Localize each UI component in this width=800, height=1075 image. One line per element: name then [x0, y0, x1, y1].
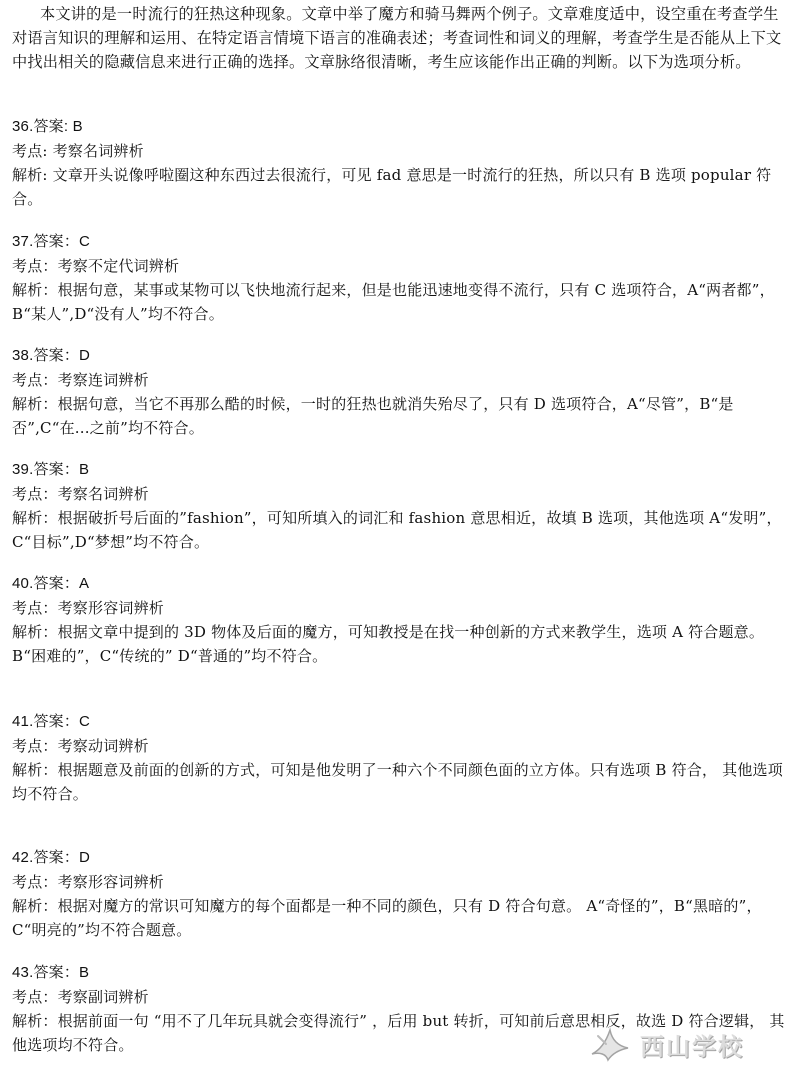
keypoint: 考点：考察动词辨析 — [12, 737, 149, 755]
question-42 — [12, 846, 787, 942]
explanation: 解析：根据句意，某事或某物可以飞快地流行起来，但是也能迅速地变得不流行，只有 C 选项符合，A“两者都”，B“某人”,D“没有人”均不符合。 — [12, 281, 775, 323]
answer-title: 41.答案：C — [12, 713, 91, 730]
keypoint: 考点: 考察名词辨析 — [12, 142, 144, 160]
explanation: 解析：根据前面一句 “用不了几年玩具就会变得流行” ，后用 but 转折，可知前后意思相反，故选 D 符合逻辑， 其他选项均不符合。 — [12, 1012, 785, 1054]
answer-title: 38.答案：D — [12, 347, 91, 364]
school-watermark-logo — [586, 1022, 782, 1066]
keypoint: 考点：考察副词辨析 — [12, 988, 149, 1006]
answer-title: 37.答案：C — [12, 233, 91, 250]
question-37 — [12, 230, 787, 326]
keypoint: 考点：考察形容词辨析 — [12, 873, 165, 891]
intro-paragraph: 本文讲的是一时流行的狂热这种现象。文章中举了魔方和骑马舞两个例子。文章难度适中，设空重在考查学生对语言知识的理解和运用、在特定语言情境下语言的准确表述；考查词性和词义的理解，考查学生是否能从上下文中找出相关的隐藏信息来进行正确的选择。文章脉络很清晰，考生应该能作出正确的判断。以下为选项分析。 — [12, 5, 782, 71]
answer-title: 40.答案：A — [12, 575, 90, 592]
watermark-text: 西山学校 — [640, 1032, 744, 1061]
answer-title: 36.答案: B — [12, 118, 83, 135]
keypoint: 考点：考察形容词辨析 — [12, 599, 165, 617]
explanation: 解析：根据破折号后面的”fashion”，可知所填入的词汇和 fashion 意思相近，故填 B 选项，其他选项 A“发明”，C“目标”,D“梦想”均不符合。 — [12, 509, 782, 551]
keypoint: 考点：考察不定代词辨析 — [12, 257, 180, 275]
question-40 — [12, 572, 787, 668]
answer-title: 39.答案：B — [12, 461, 90, 478]
explanation: 解析：根据对魔方的常识可知魔方的每个面都是一种不同的颜色，只有 D 符合句意。 A“奇怪的”，B“黑暗的”，C“明亮的”均不符合题意。 — [12, 897, 762, 939]
question-36 — [12, 115, 787, 211]
explanation: 解析：根据题意及前面的创新的方式，可知是他发明了一种六个不同颜色面的立方体。只有选项 B 符合， 其他选项均不符合。 — [12, 761, 783, 803]
explanation: 解析: 文章开头说像呼啦圈这种东西过去很流行，可见 fad 意思是一时流行的狂热，所以只有 B 选项 popular 符合。 — [12, 166, 772, 208]
explanation: 解析：根据文章中提到的 3D 物体及后面的魔方，可知教授是在找一种创新的方式来教学生，选项 A 符合题意。B“困难的”，C“传统的” D“普通的”均不符合。 — [12, 623, 765, 665]
star-logo-icon — [586, 1024, 634, 1064]
answer-title: 42.答案：D — [12, 849, 91, 866]
question-39 — [12, 458, 787, 554]
answer-title: 43.答案：B — [12, 964, 90, 981]
question-38 — [12, 344, 787, 440]
explanation: 解析：根据句意，当它不再那么酷的时候，一时的狂热也就消失殆尽了，只有 D 选项符合，A“尽管”，B“是否”,C“在...之前”均不符合。 — [12, 395, 734, 437]
keypoint: 考点：考察名词辨析 — [12, 485, 149, 503]
keypoint: 考点：考察连词辨析 — [12, 371, 149, 389]
question-41 — [12, 710, 787, 806]
